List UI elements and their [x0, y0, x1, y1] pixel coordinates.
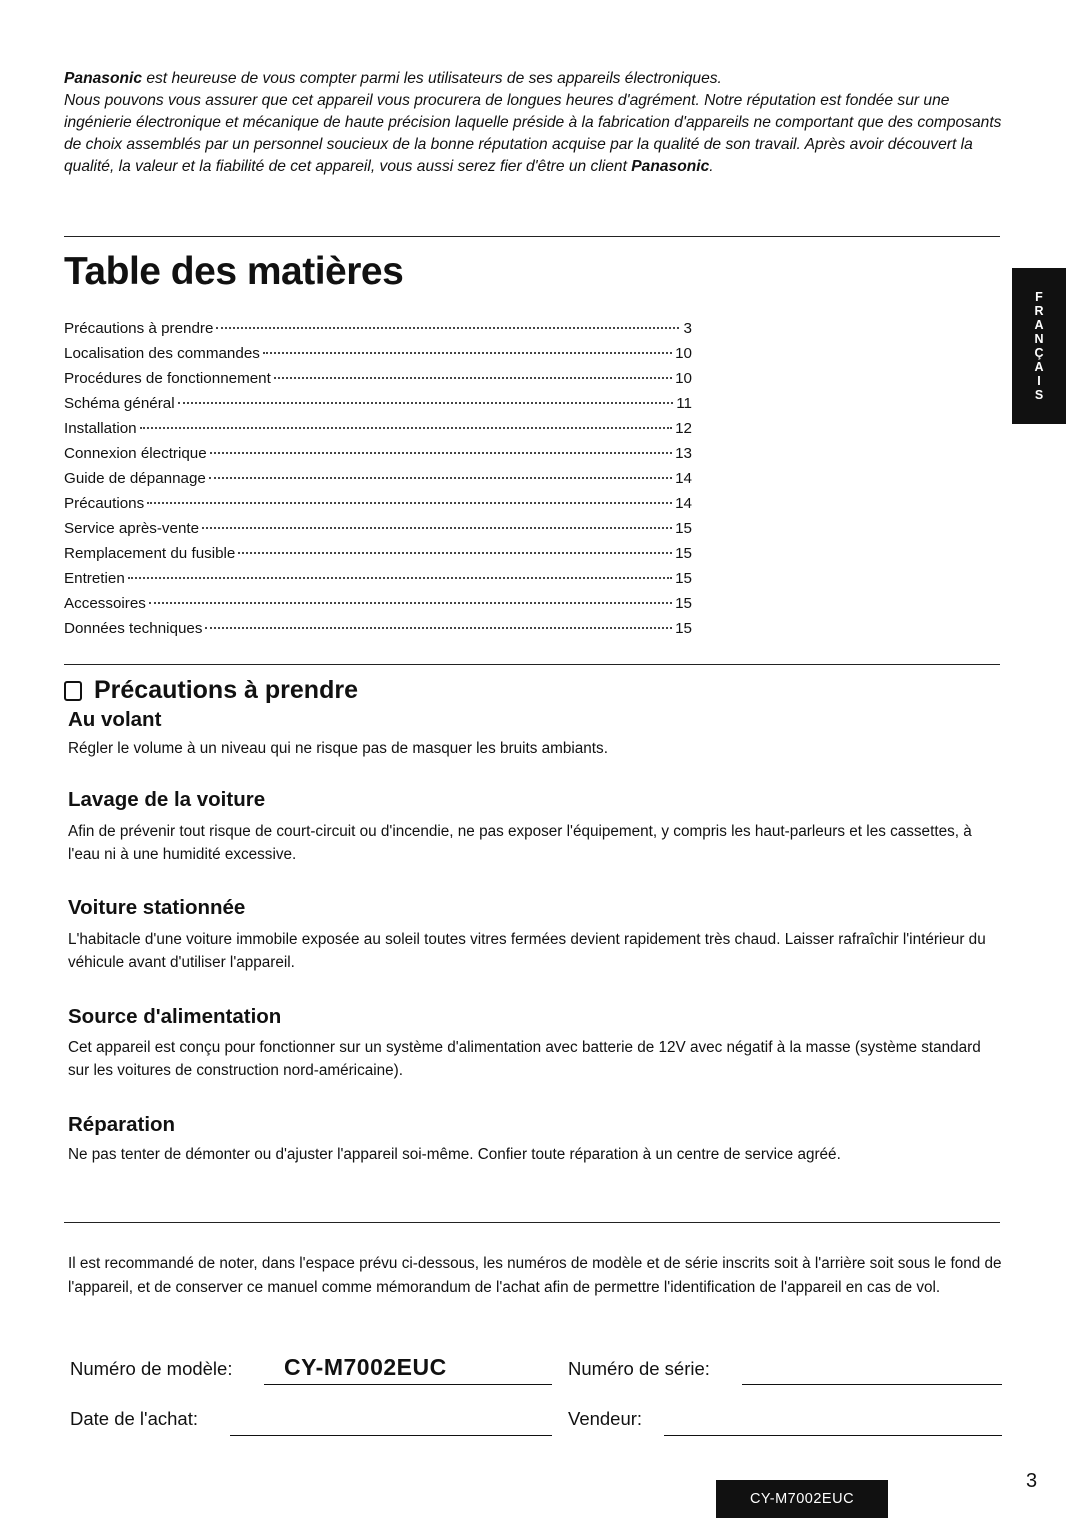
toc-leader-dots [147, 502, 672, 504]
heading-reparation: Réparation [68, 1113, 176, 1136]
toc-leader-dots [140, 427, 672, 429]
language-tab-letter: A [1034, 360, 1044, 374]
toc-entry-label: Guide de dépannage [64, 470, 206, 487]
intro-paragraph: Panasonic est heureuse de vous compter parmi les utilisateurs de ses appareils électroniques. Nous pouvons vous assurer que cet appareil vous procurera de longues heures d'agrément. Notre réputation est fondée sur une ingénierie électronique et mécanique de haute précision laquelle préside à la fabrication d'appareils ne comportant que des composants de choix assemblés par un personnel soucieux de la bonne réputation acquise par la qualité de son travail. Après avoir découvert la qualité, la valeur et la fiabilité de cet appareil, vous aussi serez fier d'être un client Panasonic. [64, 70, 1002, 175]
serial-number-line [742, 1384, 1002, 1385]
toc-entry-page: 15 [675, 545, 692, 562]
precautions-title [64, 676, 358, 705]
language-tab-letter: Ç [1034, 346, 1044, 360]
brand-name: Panasonic [64, 70, 142, 87]
model-number-label: Numéro de modèle: [70, 1358, 233, 1379]
language-tab-letter: I [1037, 374, 1041, 388]
toc-leader-dots [178, 402, 674, 404]
toc-entry-page: 11 [676, 395, 692, 412]
checkbox-square-icon [64, 681, 82, 701]
text-lavage: Afin de prévenir tout risque de court-circuit ou d'incendie, ne pas exposer l'équipement, y compris les haut-parleurs et les cassettes, à l'eau ni à une humidité excessive. [68, 823, 972, 863]
toc-entry-page: 13 [675, 445, 692, 462]
toc-leader-dots [216, 327, 679, 329]
toc-entry-label: Données techniques [64, 620, 203, 637]
toc-entry-page: 15 [675, 595, 692, 612]
toc-entry-label: Remplacement du fusible [64, 545, 236, 562]
toc-entry-label: Précautions [64, 495, 145, 512]
language-tab-letter: R [1034, 304, 1044, 318]
toc-leader-dots [263, 352, 672, 354]
toc-leader-dots [238, 552, 672, 554]
heading-voiture-stationnee: Voiture stationnée [68, 896, 246, 919]
toc-title: Table des matières [64, 250, 404, 293]
intro-first-line: est heureuse de vous compter parmi les utilisateurs de ses appareils électroniques. [142, 70, 722, 87]
toc-leader-dots [149, 602, 672, 604]
toc-leader-dots [205, 627, 672, 629]
toc-entry-page: 14 [675, 470, 692, 487]
toc-entry-label: Schéma général [64, 395, 175, 412]
toc-list [64, 320, 692, 645]
language-tab-letter: A [1034, 318, 1044, 332]
toc-entry-label: Service après-vente [64, 520, 200, 537]
brand-name-end: Panasonic [631, 158, 710, 175]
text-source-alimentation: Cet appareil est conçu pour fonctionner sur un système d'alimentation avec batterie de 12V avec négatif à la masse (système standard sur les voitures de construction nord-américaine). [68, 1039, 981, 1079]
toc-leader-dots [274, 377, 672, 379]
model-number-line [264, 1384, 552, 1385]
record-instructions: Il est recommandé de noter, dans l'espace prévu ci-dessous, les numéros de modèle et de série inscrits soit à l'arrière soit sous le fond de l'appareil, et de conserver ce manuel comme mémorandum de l'achat afin de permettre l'identification de l'appareil en cas de vol. [68, 1255, 1002, 1296]
toc-entry [64, 520, 692, 545]
toc-entry-page: 10 [675, 345, 692, 362]
divider-precautions [64, 1222, 1000, 1223]
model-number-value: CY-M7002EUC [284, 1354, 447, 1380]
language-tab-letter: N [1034, 332, 1044, 346]
intro-body: Nous pouvons vous assurer que cet appareil vous procurera de longues heures d'agrément. Notre réputation est fondée sur une ingénierie électronique et mécanique de haute précision laquelle préside à la fabrication d'appareils ne comportant que des composants de choix assemblés par un personnel soucieux de la bonne réputation acquise par la qualité de son travail. Après avoir découvert la qualité, la valeur et la fiabilité de cet appareil, vous aussi serez fier d'être un client [64, 92, 1002, 175]
toc-entry [64, 370, 692, 395]
toc-entry [64, 545, 692, 570]
toc-entry [64, 595, 692, 620]
language-tab-letter: S [1034, 388, 1044, 402]
toc-entry-label: Précautions à prendre [64, 320, 214, 337]
toc-entry-label: Procédures de fonctionnement [64, 370, 271, 387]
toc-entry-page: 14 [675, 495, 692, 512]
page-number: 3 [1026, 1470, 1038, 1492]
toc-entry-page: 10 [675, 370, 692, 387]
dealer-line [664, 1435, 1002, 1436]
heading-lavage: Lavage de la voiture [68, 788, 266, 811]
toc-entry [64, 620, 692, 645]
serial-number-label: Numéro de série: [568, 1358, 710, 1379]
toc-entry [64, 570, 692, 595]
toc-entry [64, 495, 692, 520]
toc-leader-dots [210, 452, 672, 454]
text-voiture-stationnee: L'habitacle d'une voiture immobile exposée au soleil toutes vitres fermées devient rapidement très chaud. Laisser rafraîchir l'intérieur du véhicule avant d'utiliser l'appareil. [68, 931, 986, 971]
toc-entry [64, 420, 692, 445]
toc-entry-page: 3 [683, 320, 692, 337]
text-au-volant: Régler le volume à un niveau qui ne risque pas de masquer les bruits ambiants. [68, 740, 608, 757]
toc-entry-page: 15 [675, 570, 692, 587]
toc-leader-dots [202, 527, 672, 529]
purchase-date-label: Date de l'achat: [70, 1408, 198, 1429]
footer-model-badge: CY-M7002EUC [716, 1480, 888, 1518]
toc-entry-label: Localisation des commandes [64, 345, 260, 362]
purchase-date-line [230, 1435, 552, 1436]
toc-entry-page: 15 [675, 520, 692, 537]
heading-au-volant: Au volant [68, 708, 162, 731]
toc-entry-label: Connexion électrique [64, 445, 207, 462]
text-reparation: Ne pas tenter de démonter ou d'ajuster l'appareil soi-même. Confier toute réparation à un centre de service agréé. [68, 1146, 841, 1163]
toc-entry-label: Accessoires [64, 595, 146, 612]
toc-entry [64, 470, 692, 495]
toc-entry [64, 395, 692, 420]
dealer-label: Vendeur: [568, 1408, 643, 1429]
divider-intro [64, 236, 1000, 237]
toc-leader-dots [128, 577, 672, 579]
toc-entry-label: Installation [64, 420, 137, 437]
toc-entry [64, 320, 692, 345]
toc-entry [64, 445, 692, 470]
precautions-title-text: Précautions à prendre [94, 676, 358, 704]
toc-entry-page: 12 [675, 420, 692, 437]
language-tab-letter: F [1035, 290, 1043, 304]
divider-toc [64, 664, 1000, 665]
toc-entry [64, 345, 692, 370]
heading-source-alimentation: Source d'alimentation [68, 1005, 282, 1028]
toc-leader-dots [209, 477, 672, 479]
language-tab-francais [1012, 268, 1066, 424]
toc-entry-page: 15 [675, 620, 692, 637]
toc-entry-label: Entretien [64, 570, 125, 587]
